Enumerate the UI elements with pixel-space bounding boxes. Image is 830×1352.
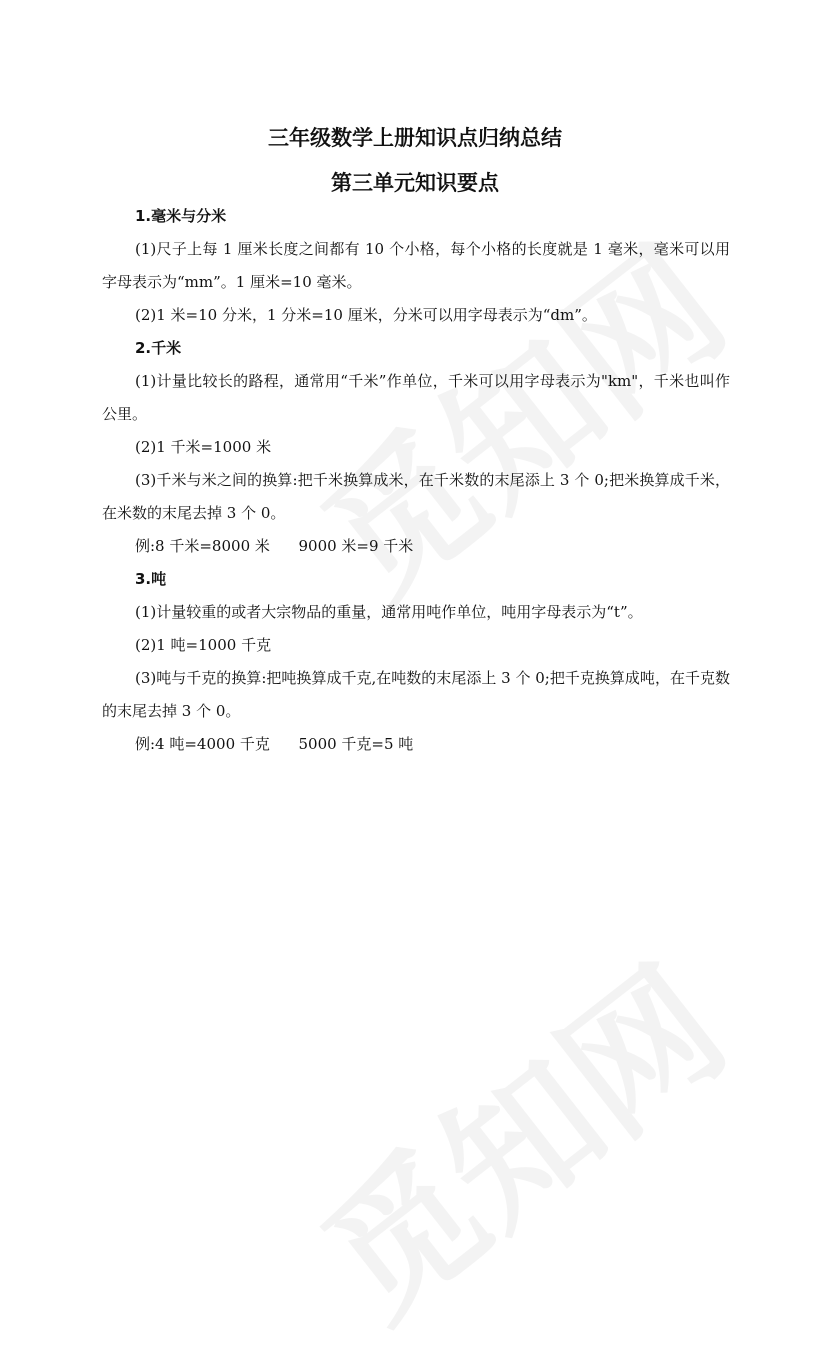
section-heading: 1.毫米与分米: [135, 207, 227, 225]
paragraph: (2)1 米=10 分米，1 分米=10 厘米，分米可以用字母表示为“dm”。: [135, 306, 597, 324]
example-line: 例:8 千米=8000 米 9000 米=9 千米: [135, 537, 414, 555]
paragraph: (1)尺子上每 1 厘米长度之间都有 10 个小格，每个小格的长度就是 1 毫米，毫米可以用字母表示为“mm”。1 厘米=10 毫米。: [102, 240, 730, 291]
paragraph: (2)1 千米=1000 米: [135, 438, 272, 456]
paragraph: (3)吨与千克的换算:把吨换算成千克,在吨数的末尾添上 3 个 0;把千克换算成吨，在千克数的末尾去掉 3 个 0。: [102, 669, 730, 720]
paragraph: (3)千米与米之间的换算:把千米换算成米，在千米数的末尾添上 3 个 0;把米换算成千米，在米数的末尾去掉 3 个 0。: [102, 471, 730, 522]
section-kilometer: [102, 332, 730, 563]
section-heading: 2.千米: [135, 339, 182, 357]
document-title: 三年级数学上册知识点归纳总结: [268, 126, 562, 150]
watermark-bottom: [302, 947, 749, 1342]
paragraph: (1)计量比较长的路程，通常用“千米”作单位，千米可以用字母表示为"km"，千米也叫作公里。: [102, 372, 730, 423]
section-heading: 3.吨: [135, 570, 167, 588]
paragraph: (2)1 吨=1000 千克: [135, 636, 272, 654]
paragraph: (1)计量较重的或者大宗物品的重量，通常用吨作单位，吨用字母表示为“t”。: [135, 603, 643, 621]
example-line: 例:4 吨=4000 千克 5000 千克=5 吨: [135, 735, 414, 753]
section-millimeter-decimeter: [102, 200, 730, 332]
document-subtitle: 第三单元知识要点: [331, 171, 499, 195]
section-ton: [102, 563, 730, 761]
document-body: [102, 200, 730, 761]
